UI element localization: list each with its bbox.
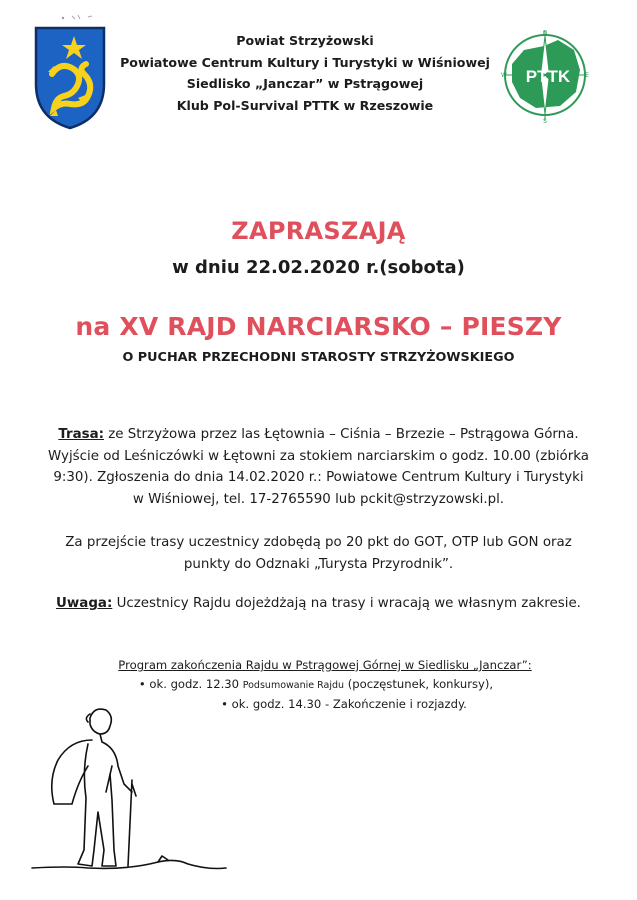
event-date: w dniu 22.02.2020 r.(sobota) [172,257,465,278]
pttk-logo-icon [500,26,590,124]
program-item-rest: (poczęstunek, konkursy), [344,677,494,691]
event-title: na XV RAJD NARCIARSKO – PIESZY [75,312,562,341]
route-line [30,424,607,446]
organizer-line: Powiatowe Centrum Kultury i Turystyki w Wiśniowej [120,54,490,70]
program-item-time: • ok. godz. 12.30 [138,677,243,691]
compass-w: W [501,72,507,79]
crest-decoration-marks [58,12,98,22]
note-lead: Uwaga: [56,596,113,611]
compass-n: N [542,30,548,37]
points-paragraph [30,532,607,575]
points-line: punkty do Odznaki „Turysta Przyrodnik”. [183,556,454,572]
organizer-line: Klub Pol-Survival PTTK w Rzeszowie [176,97,434,113]
coat-of-arms-icon [34,26,106,130]
program-item [60,675,590,695]
compass-s: S [543,118,547,124]
route-line: w Wiśniowej, tel. 17-2765590 lub pckit@strzyzowski.pl. [132,491,505,507]
pttk-logo-label: PTTK [525,67,571,86]
invite-heading: ZAPRASZAJĄ [231,217,406,245]
organizer-line: Powiat Strzyżowski [236,33,374,48]
organizer-line: Siedlisko „Janczar” w Pstrągowej [186,76,424,91]
route-line: 9:30). Zgłoszenia do dnia 14.02.2020 r.: Powiatowe Centrum Kultury i Turystyki [53,470,584,485]
event-subtitle: O PUCHAR PRZECHODNI STAROSTY STRZYŻOWSKIEGO [122,350,515,365]
organizers-header [110,30,500,116]
route-text: ze Strzyżowa przez las Łętownia – Ciśnia – Brzezie – Pstrągowa Górna. [104,427,579,442]
note-paragraph [30,593,607,615]
route-lead: Trasa: [58,427,105,442]
program-item-small: Podsumowanie Rajdu [242,680,345,691]
route-line: Wyjście od Leśniczówki w Łętowni za stokiem narciarskim o godz. 10.00 (zbiórka [48,448,589,464]
note-text: Uczestnicy Rajdu dojeżdżają na trasy i wracają we własnym zakresie. [112,596,581,611]
points-line: Za przejście trasy uczestnicy zdobędą po 20 pkt do GOT, OTP lub GON oraz [65,535,572,550]
compass-e: E [585,72,589,79]
program-title: Program zakończenia Rajdu w Pstrągowej Górnej w Siedlisku „Janczar”: [118,658,532,672]
note-line [30,593,607,615]
hiker-illustration-icon [28,700,228,880]
program-item: • ok. godz. 14.30 - Zakończenie i rozjazdy. [221,697,467,711]
route-paragraph [30,424,607,510]
